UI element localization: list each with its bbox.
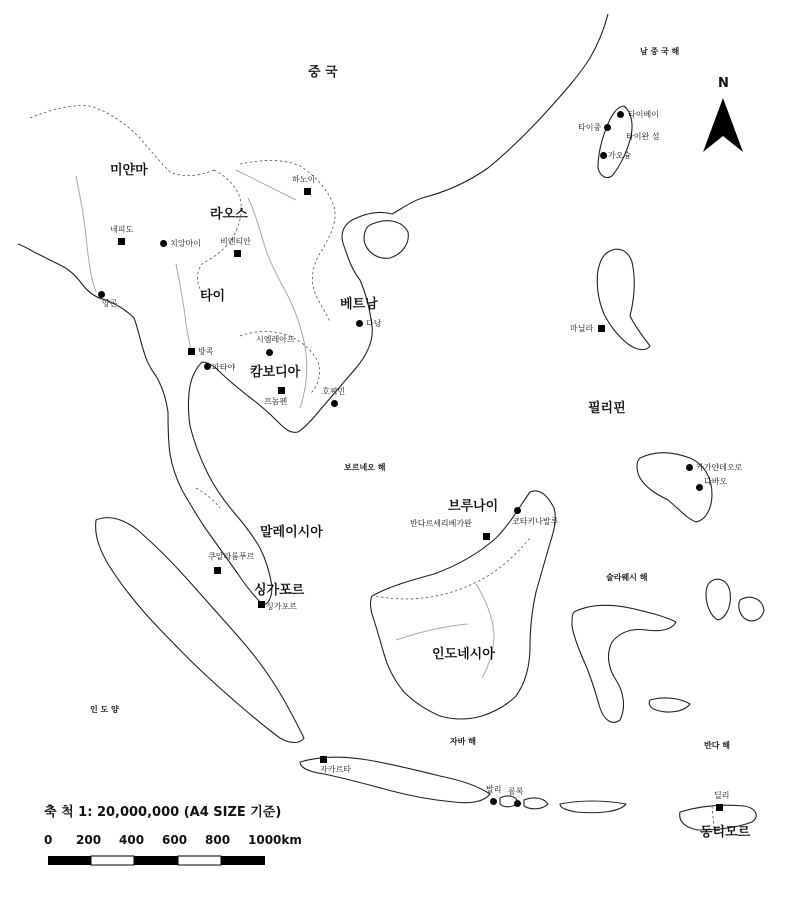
scale-bar-segment-5 xyxy=(221,856,265,865)
city-label-taichung: 타이중 xyxy=(578,123,602,132)
city-marker-hochiminh xyxy=(331,400,338,407)
city-marker-bangkok xyxy=(188,348,195,355)
city-marker-bali xyxy=(490,798,497,805)
country-label-myanmar: 미얀마 xyxy=(110,163,148,178)
border-laos xyxy=(198,170,242,292)
city-label-hochiminh: 호찌민 xyxy=(322,387,346,396)
country-label-vietnam: 베트남 xyxy=(340,297,378,312)
city-label-manila: 마닐라 xyxy=(570,324,594,333)
coastline-sulawesi xyxy=(572,605,676,722)
city-marker-kualalumpur xyxy=(214,567,221,574)
border-borneo xyxy=(376,538,530,599)
city-label-vientiane: 비엔티안 xyxy=(220,237,251,246)
city-label-bangkok: 방콕 xyxy=(198,347,214,356)
country-label-singapore: 싱가포르 xyxy=(254,583,305,598)
city-marker-vientiane xyxy=(234,250,241,257)
border-thai-malay xyxy=(196,488,220,508)
city-label-chiangmai: 치앙마이 xyxy=(170,239,201,248)
coastline-mainland xyxy=(18,14,608,604)
country-label-thailand: 타이 xyxy=(200,289,226,304)
city-label-dili: 딜리 xyxy=(714,791,730,800)
country-label-malaysia: 말레이시아 xyxy=(260,525,323,540)
scale-bar xyxy=(48,856,265,865)
city-marker-taipei xyxy=(617,111,624,118)
coastline-hainan xyxy=(364,221,408,259)
country-label-brunei: 브루나이 xyxy=(448,499,499,514)
city-label-phnompenh: 프놈펜 xyxy=(264,397,288,406)
city-marker-taichung xyxy=(604,124,611,131)
city-label-bandar: 반다르세리베가완 xyxy=(410,519,472,528)
sea-label-java: 자바 해 xyxy=(450,737,476,746)
country-label-indonesia: 인도네시아 xyxy=(432,647,495,662)
scale-tick-600: 600 xyxy=(162,833,188,847)
city-label-yangon: 양곤 xyxy=(102,299,118,308)
river-borneo-1 xyxy=(396,624,468,640)
city-label-siemreap: 시엠레아프 xyxy=(256,335,295,344)
city-label-cagayan: 카가얀데오로 xyxy=(696,463,743,472)
country-label-cambodia: 캄보디아 xyxy=(250,365,301,380)
city-label-danang: 다낭 xyxy=(366,319,382,328)
sea-label-borneo: 보르네오 해 xyxy=(344,463,386,472)
city-marker-singapore xyxy=(258,601,265,608)
city-marker-siemreap xyxy=(266,349,273,356)
scale-bar-segment-4 xyxy=(178,856,221,865)
scale-bar-segment-2 xyxy=(91,856,134,865)
river-red xyxy=(236,170,296,200)
north-arrow-label: N xyxy=(718,76,729,91)
city-label-kotakinabalu: 코타키나발루 xyxy=(512,517,559,526)
city-marker-kotakinabalu xyxy=(514,507,521,514)
sea-label-banda: 반다 해 xyxy=(704,741,730,750)
city-label-bali: 발리 xyxy=(486,785,502,794)
scale-tick-1000: 1000km xyxy=(248,833,302,847)
city-label-kaohsiung: 가오슝 xyxy=(608,151,632,160)
scale-tick-400: 400 xyxy=(119,833,145,847)
city-marker-danang xyxy=(356,320,363,327)
coastline-luzon xyxy=(597,249,650,349)
city-marker-dili xyxy=(716,804,723,811)
city-marker-kaohsiung xyxy=(600,152,607,159)
city-label-pattaya: 파타야 xyxy=(212,363,236,372)
city-marker-pattaya xyxy=(204,363,211,370)
coastline-sumatra xyxy=(96,518,304,743)
city-label-davao: 다바오 xyxy=(704,477,728,486)
city-marker-hanoi xyxy=(304,188,311,195)
city-marker-manila xyxy=(598,325,605,332)
island-label-taiwan: 타이완 섬 xyxy=(626,132,660,141)
scale-tick-0: 0 xyxy=(44,833,53,847)
river-chao-phraya xyxy=(176,264,192,352)
scale-title: 축 척 1: 20,000,000 (A4 SIZE 기준) xyxy=(44,805,282,820)
city-marker-jakarta xyxy=(320,756,327,763)
country-label-laos: 라오스 xyxy=(210,207,248,222)
city-label-taipei: 타이베이 xyxy=(628,110,659,119)
city-marker-lombok xyxy=(514,800,521,807)
country-label-timor: 동티모르 xyxy=(700,825,751,840)
river-irrawaddy xyxy=(76,176,96,292)
city-marker-yangon xyxy=(98,291,105,298)
scale-tick-800: 800 xyxy=(205,833,231,847)
scale-bar-segment-1 xyxy=(48,856,91,865)
coastline-moluccas xyxy=(649,579,764,712)
country-label-philippines: 필리핀 xyxy=(588,401,626,416)
north-arrow-icon xyxy=(703,98,743,152)
sea-label-indian-ocean: 인 도 양 xyxy=(90,705,119,714)
coastline-taiwan xyxy=(598,106,632,178)
city-label-singapore: 싱가포르 xyxy=(266,602,297,611)
city-label-hanoi: 하노이 xyxy=(292,175,316,184)
city-label-naypyidaw: 네피도 xyxy=(110,225,134,234)
city-label-lombok: 롬복 xyxy=(508,787,524,796)
scale-tick-200: 200 xyxy=(76,833,102,847)
city-marker-phnompenh xyxy=(278,387,285,394)
city-label-jakarta: 자카르타 xyxy=(320,765,351,774)
city-marker-davao xyxy=(696,484,703,491)
city-marker-bandar xyxy=(483,533,490,540)
border-vietnam-laos xyxy=(240,161,335,323)
sea-label-south-china: 남 중 국 해 xyxy=(640,47,680,56)
river-borneo-2 xyxy=(476,584,494,678)
scale-bar-segment-3 xyxy=(134,856,178,865)
country-label-china: 중 국 xyxy=(308,65,338,80)
city-marker-cagayan xyxy=(686,464,693,471)
sea-label-sulawesi: 술라웨시 해 xyxy=(606,573,648,582)
city-label-kualalumpur: 쿠알라룸푸르 xyxy=(208,552,255,561)
city-marker-naypyidaw xyxy=(118,238,125,245)
city-marker-chiangmai xyxy=(160,240,167,247)
